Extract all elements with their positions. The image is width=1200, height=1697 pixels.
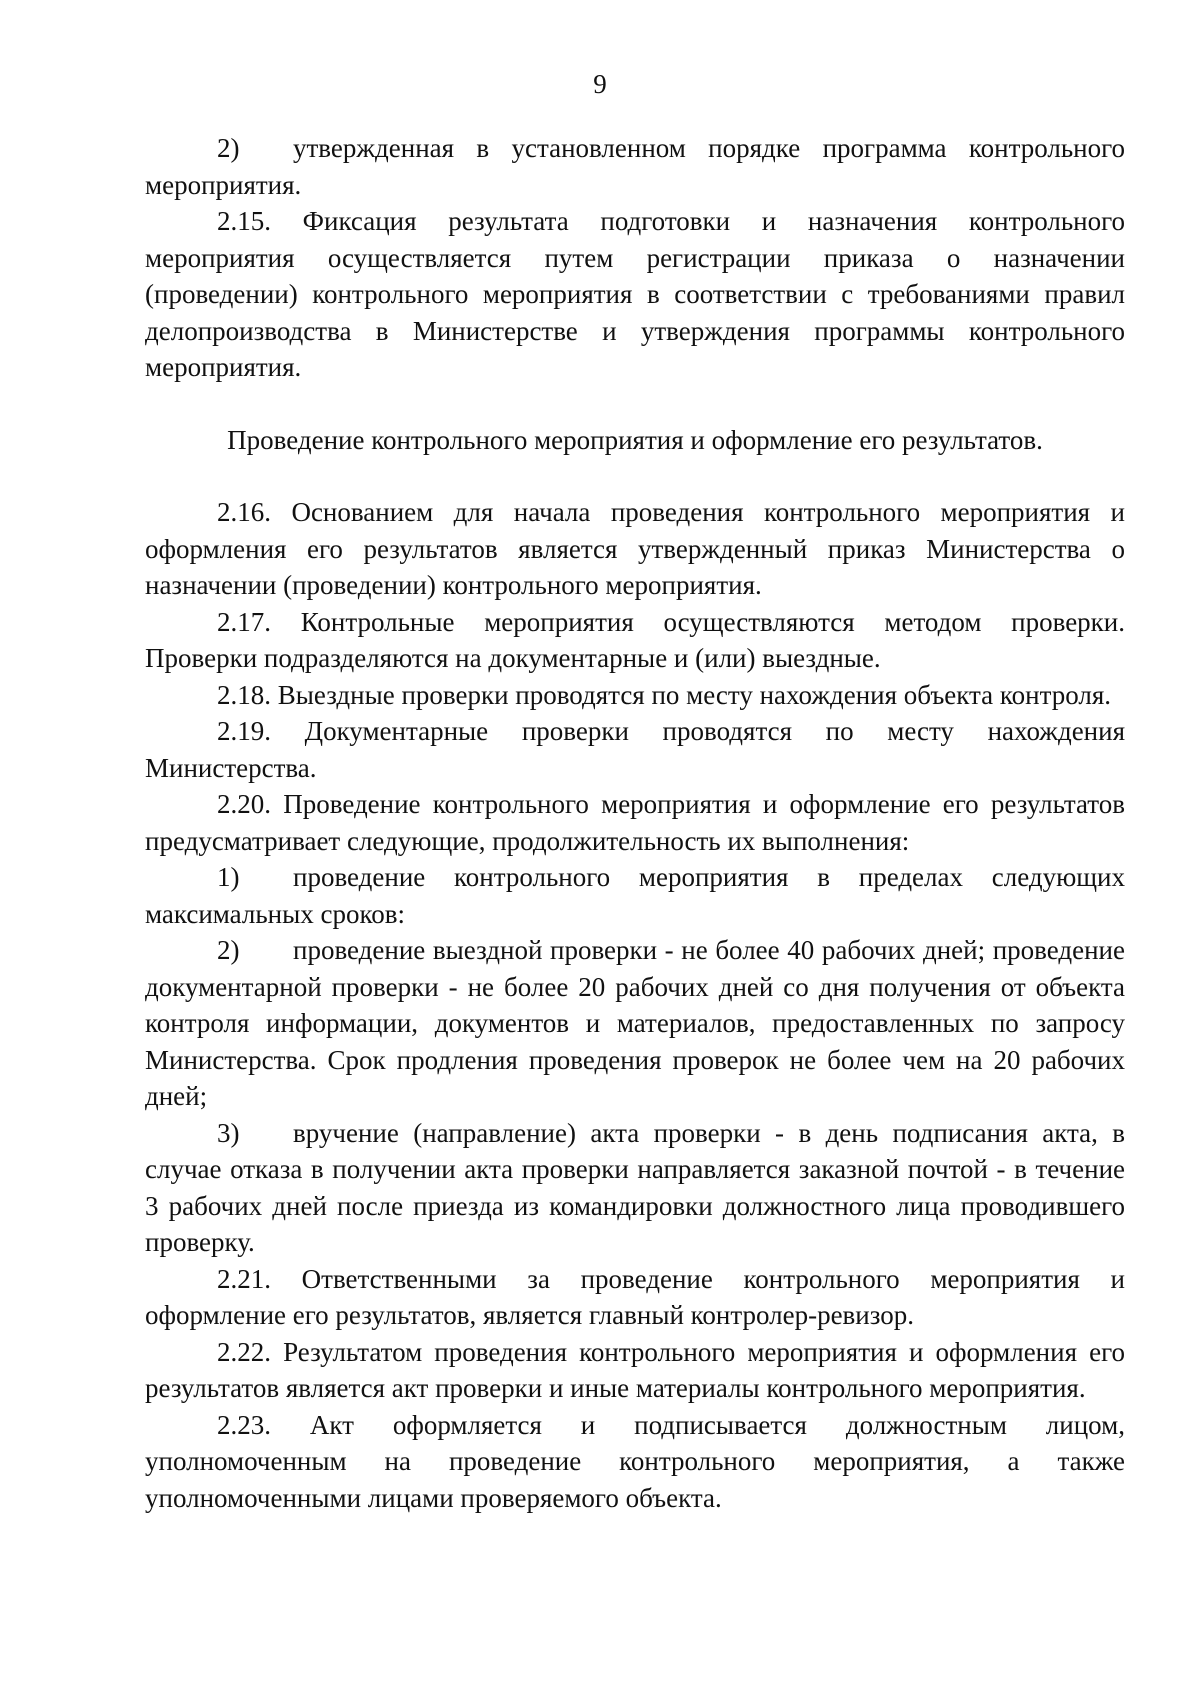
paragraph [145,786,1125,859]
list-number: 1) [217,862,240,892]
paragraph [145,130,1125,203]
paragraph-text: 2.22. Результатом проведения контрольного мероприятия и оформления его результатов является акт проверки и иные материалы контрольного мероприятия. [145,1336,1125,1403]
paragraph [145,713,1125,786]
paragraph [145,1407,1125,1517]
section-heading: Проведение контрольного мероприятия и оформление его результатов. [227,424,1043,455]
list-number: 2) [217,935,240,965]
paragraph-text: 2.18. Выездные проверки проводятся по месту нахождения объекта контроля. [217,679,1112,710]
document-body [145,130,1125,1516]
paragraph-text: 2.17. Контрольные мероприятия осуществляются методом проверки. Проверки подразделяются на документарные и (или) выездные. [145,606,1125,673]
paragraph [145,494,1125,604]
paragraph-text: проведение выездной проверки - не более 40 рабочих дней; проведение документарной проверки - не более 20 рабочих дней со дня получения от объекта контроля информации, документов и материалов, предоставленных по запросу Министерства. Срок продления проведения проверок не более чем на 20 рабочих дней; [145,935,1125,1111]
paragraph-text: 2.23. Акт оформляется и подписывается должностным лицом, уполномоченным на проведение контрольного мероприятия, а также уполномоченными лицами проверяемого объекта. [145,1409,1125,1513]
paragraph [145,203,1125,386]
main-paragraphs [145,494,1125,1516]
paragraph-text: 2.16. Основанием для начала проведения контрольного мероприятия и оформления его результатов является утвержденный приказ Министерства о назначении (проведении) контрольного мероприятия. [145,497,1125,600]
paragraph [145,859,1125,932]
paragraph-text: 2.20. Проведение контрольного мероприятия и оформление его результатов предусматривает следующие, продолжительность их выполнения: [145,789,1125,856]
paragraph [145,604,1125,677]
list-number: 3) [217,1117,240,1148]
paragraph-text: 2.21. Ответственными за проведение контрольного мероприятия и оформление его результатов, является главный контролер-ревизор. [145,1263,1125,1330]
paragraph-text: 2.19. Документарные проверки проводятся по месту нахождения Министерства. [145,716,1125,783]
top-paragraphs [145,130,1125,386]
paragraph-text: вручение (направление) акта проверки - в день подписания акта, в случае отказа в получении акта проверки направляется заказной почтой - в течение 3 рабочих дней после приезда из командировки должностного лица проводившего проверку. [145,1117,1125,1257]
paragraph-text: проведение контрольного мероприятия в пределах следующих максимальных сроков: [145,862,1125,929]
paragraph [145,1334,1125,1407]
page-number: 9 [593,69,607,99]
paragraph-text: утвержденная в установленном порядке программа контрольного мероприятия. [145,133,1125,200]
paragraph [145,1115,1125,1261]
list-number: 2) [217,133,240,163]
paragraph [145,932,1125,1115]
paragraph [145,1261,1125,1334]
paragraph-text: 2.15. Фиксация результата подготовки и назначения контрольного мероприятия осуществляется путем регистрации приказа о назначении (проведении) контрольного мероприятия в соответствии с требованиями правил делопроизводства в Министерстве и утверждения программы контрольного мероприятия. [145,206,1125,382]
paragraph [145,677,1125,714]
